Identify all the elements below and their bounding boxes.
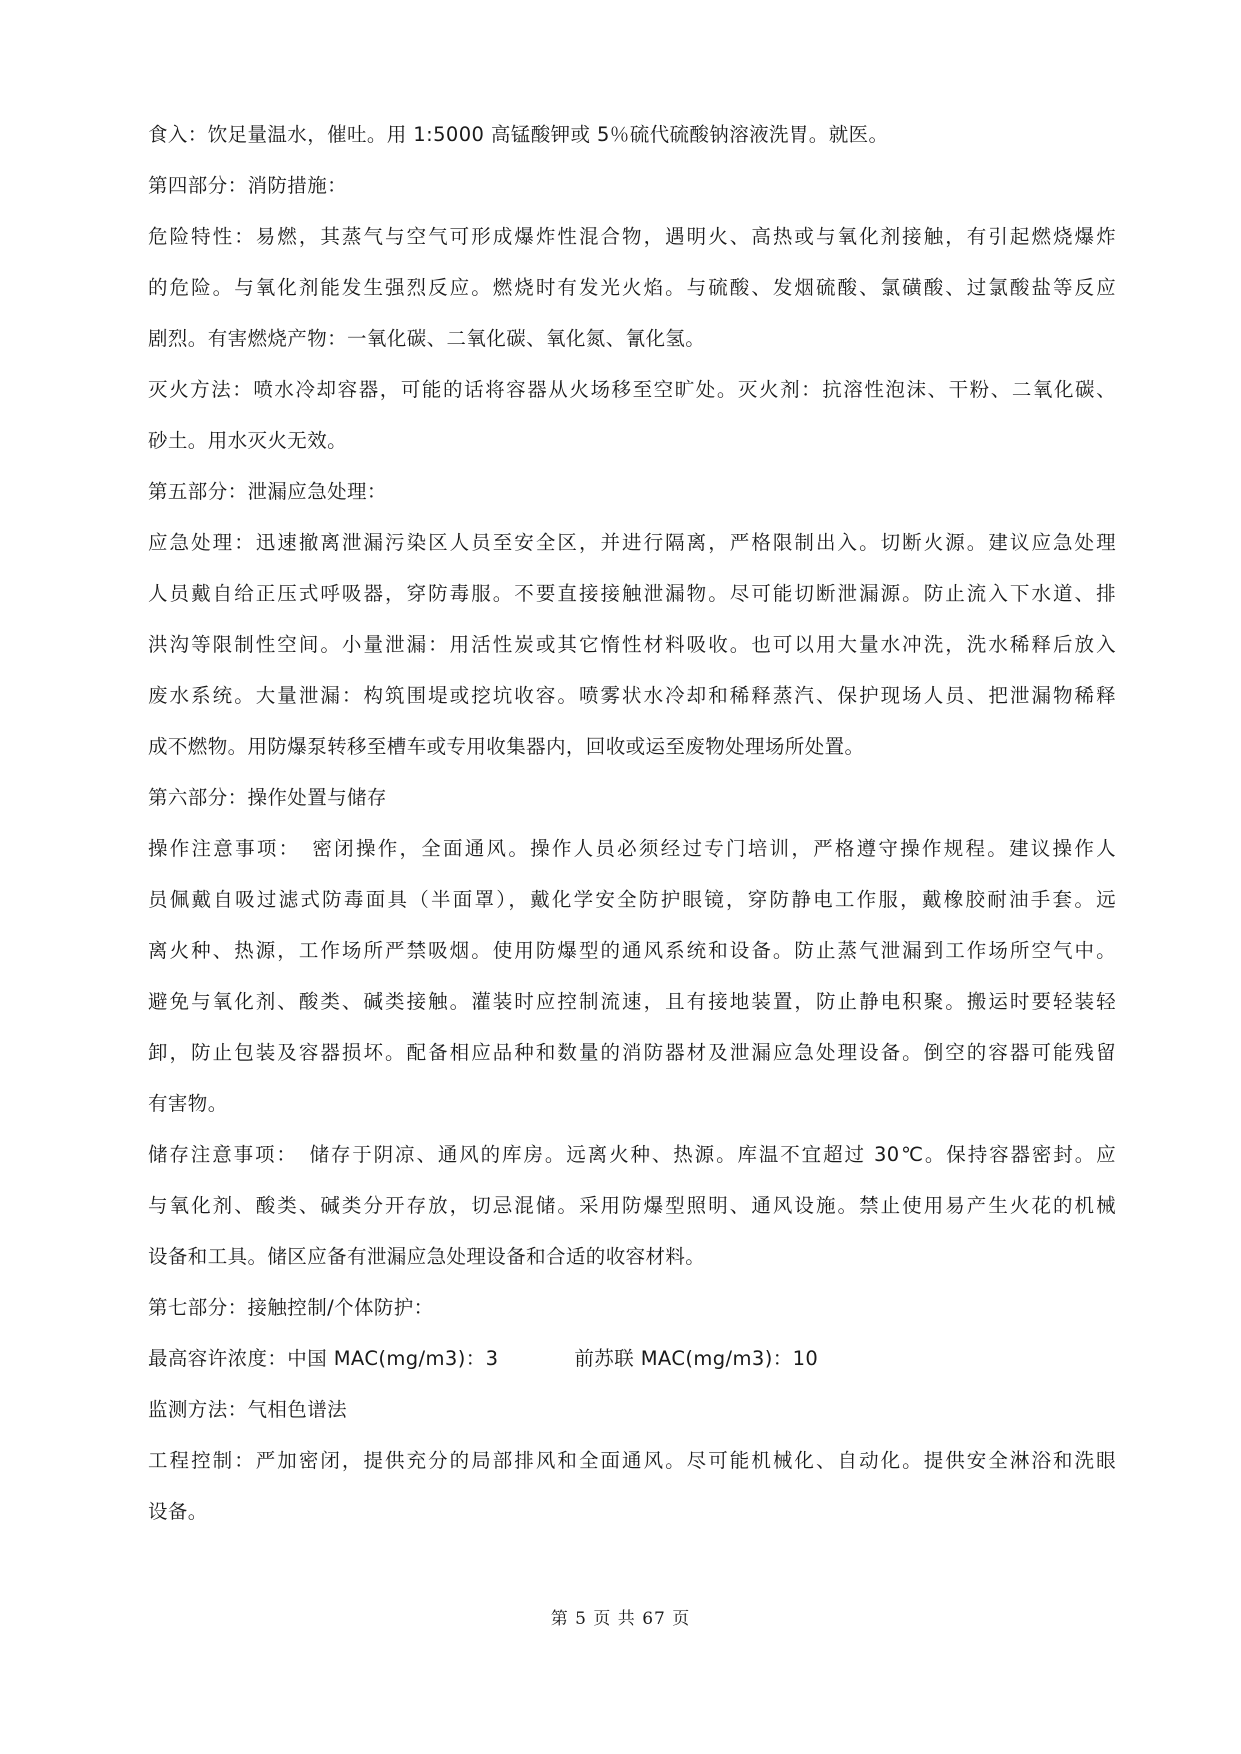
text-line: 砂土。用水灭火无效。 — [148, 429, 348, 452]
section-heading-fire: 第四部分：消防措施： — [148, 174, 348, 197]
text-line: 员佩戴自吸过滤式防毒面具（半面罩），戴化学安全防护眼镜，穿防静电工作服，戴橡胶耐油手套。远 — [148, 888, 1116, 911]
text-line: 储存注意事项： 储存于阴凉、通风的库房。远离火种、热源。库温不宜超过 30℃。保持容器密封。应 — [148, 1143, 1116, 1166]
mac-ussr: 前苏联 MAC(mg/m3)：10 — [574, 1347, 819, 1370]
section-heading-leak: 第五部分：泄漏应急处理： — [148, 480, 387, 503]
text-line: 操作注意事项： 密闭操作，全面通风。操作人员必须经过专门培训，严格遵守操作规程。建议操作人 — [148, 837, 1116, 860]
text-line: 离火种、热源，工作场所严禁吸烟。使用防爆型的通风系统和设备。防止蒸气泄漏到工作场所空气中。 — [148, 939, 1116, 962]
section-heading-handling: 第六部分：操作处置与储存 — [148, 786, 387, 809]
text-line: 避免与氧化剂、酸类、碱类接触。灌装时应控制流速，且有接地装置，防止静电积聚。搬运时要轻装轻 — [148, 990, 1116, 1013]
mac-row — [148, 1333, 1116, 1384]
mac-china: 最高容许浓度：中国 MAC(mg/m3)：3 — [148, 1347, 499, 1370]
text-line: 剧烈。有害燃烧产物：一氧化碳、二氧化碳、氧化氮、氰化氢。 — [148, 327, 706, 350]
text-line: 废水系统。大量泄漏：构筑围堤或挖坑收容。喷雾状水冷却和稀释蒸汽、保护现场人员、把泄漏物稀释 — [148, 684, 1116, 707]
text-line: 工程控制：严加密闭，提供充分的局部排风和全面通风。尽可能机械化、自动化。提供安全淋浴和洗眼 — [148, 1449, 1116, 1472]
text-line: 危险特性：易燃，其蒸气与空气可形成爆炸性混合物，遇明火、高热或与氧化剂接触，有引起燃烧爆炸 — [148, 225, 1116, 248]
text-line: 设备和工具。储区应备有泄漏应急处理设备和合适的收容材料。 — [148, 1245, 706, 1268]
text-line: 设备。 — [148, 1500, 208, 1523]
text-line: 人员戴自给正压式呼吸器，穿防毒服。不要直接接触泄漏物。尽可能切断泄漏源。防止流入下水道、排 — [148, 582, 1116, 605]
text-line: 的危险。与氧化剂能发生强烈反应。燃烧时有发光火焰。与硫酸、发烟硫酸、氯磺酸、过氯酸盐等反应 — [148, 276, 1116, 299]
text-line-monitoring: 监测方法：气相色谱法 — [148, 1398, 348, 1421]
section-heading-exposure: 第七部分：接触控制/个体防护： — [148, 1296, 434, 1319]
text-line: 应急处理：迅速撤离泄漏污染区人员至安全区，并进行隔离，严格限制出入。切断火源。建议应急处理 — [148, 531, 1116, 554]
text-line-ingestion: 食入：饮足量温水，催吐。用 1:5000 高锰酸钾或 5％硫代硫酸钠溶液洗胃。就医。 — [148, 123, 889, 146]
text-line: 卸，防止包装及容器损坏。配备相应品种和数量的消防器材及泄漏应急处理设备。倒空的容器可能残留 — [148, 1041, 1116, 1064]
text-line: 成不燃物。用防爆泵转移至槽车或专用收集器内，回收或运至废物处理场所处置。 — [148, 735, 865, 758]
text-line: 灭火方法：喷水冷却容器，可能的话将容器从火场移至空旷处。灭火剂：抗溶性泡沫、干粉、二氧化碳、 — [148, 378, 1116, 401]
text-line: 与氧化剂、酸类、碱类分开存放，切忌混储。采用防爆型照明、通风设施。禁止使用易产生火花的机械 — [148, 1194, 1116, 1217]
document-body — [148, 109, 1116, 1537]
text-line: 洪沟等限制性空间。小量泄漏：用活性炭或其它惰性材料吸收。也可以用大量水冲洗，洗水稀释后放入 — [148, 633, 1116, 656]
page-number-footer: 第 5 页 共 67 页 — [550, 1609, 691, 1629]
text-line: 有害物。 — [148, 1092, 228, 1115]
